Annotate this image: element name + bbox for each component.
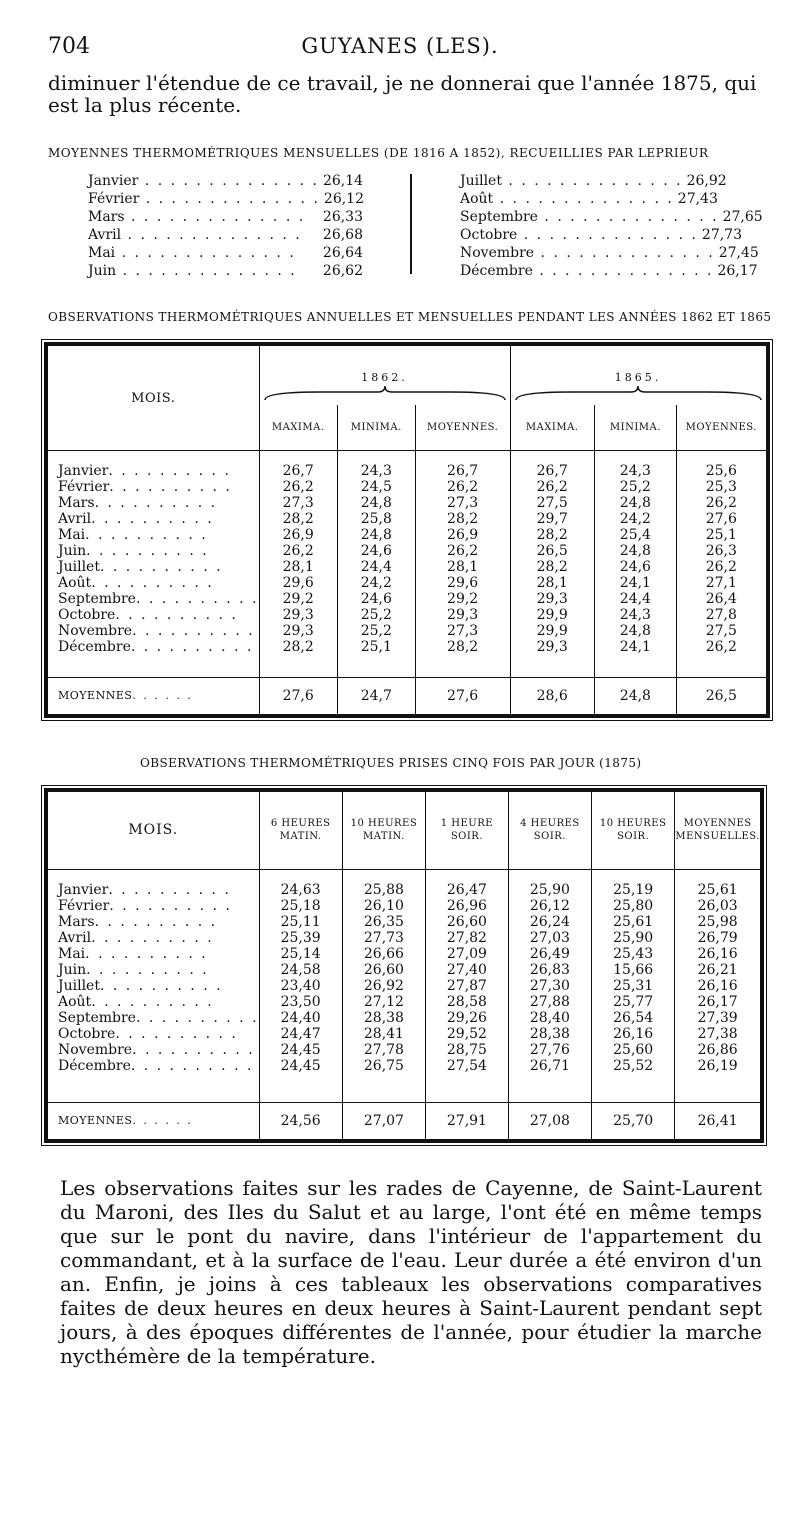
table3: [44, 788, 764, 1143]
table2-subheader: MINIMA.: [594, 405, 676, 451]
table3-cell: 25,61: [697, 881, 738, 898]
table1-row: [88, 172, 363, 190]
table3-cell: 26,16: [697, 977, 738, 994]
table1-value: 27,65: [722, 209, 763, 225]
table3-cell: 25,90: [529, 881, 570, 898]
table2-month: Août. . . . . . . . . .: [58, 575, 214, 592]
table2-cell: 24,3: [360, 463, 392, 480]
table3-cell: 25,61: [613, 913, 654, 930]
table2-month: Janvier. . . . . . . . . .: [58, 463, 231, 480]
table2-cell: 29,3: [536, 639, 568, 656]
table2-cell: 29,2: [282, 591, 314, 608]
table3-cell: 25,18: [280, 897, 321, 914]
table3-cell: 25,98: [697, 913, 738, 930]
table3-column-header: 4 HEURES SOIR.: [508, 790, 591, 869]
table1-right-column: [460, 172, 763, 280]
table1-value: 26,12: [323, 191, 364, 207]
table3-cell: 24,40: [280, 1009, 321, 1026]
table2-mois-header: MOIS.: [46, 344, 259, 451]
table3-cell: 24,45: [280, 1057, 321, 1074]
table2-cell: 26,3: [705, 543, 737, 560]
table1-title: MOYENNES THERMOMÉTRIQUES MENSUELLES (DE 1816 A 1852), RECUEILLIES PAR LEPRIEUR: [48, 146, 709, 160]
leader-dots: . . . . . . . . . . . . . .: [115, 245, 296, 261]
table3-cell: 25,90: [613, 929, 654, 946]
table2-month-rows: [46, 451, 768, 678]
table3-cell: 25,52: [613, 1057, 654, 1074]
table2-subheader: MOYENNES.: [415, 405, 510, 451]
leader-dots: . . . . . . . . . . . . . .: [116, 263, 297, 279]
table2-month: Mars. . . . . . . . . .: [58, 495, 218, 512]
table2-cell: 26,2: [282, 479, 314, 496]
table2-month: Novembre. . . . . . . . . .: [58, 623, 255, 640]
intro-paragraph: diminuer l'étendue de ce travail, je ne donnerai que l'année 1875, qui est la plus récente.: [48, 71, 757, 117]
table3-cell: 26,19: [697, 1057, 738, 1074]
table2-cell: 29,9: [536, 623, 568, 640]
table2-cell: 24,6: [360, 591, 392, 608]
table2-cell: 26,5: [536, 543, 568, 560]
table2: [44, 342, 770, 718]
table3-cell: 26,60: [363, 961, 404, 978]
leader-dots: . . . . . . . . . . . . . .: [537, 209, 719, 225]
table3-cell: 26,92: [363, 977, 404, 994]
table2-cell: 26,2: [282, 543, 314, 560]
table2-cell: 25,2: [360, 623, 392, 640]
table2-cell: 25,3: [705, 479, 737, 496]
table1-value: 26,68: [322, 227, 363, 243]
table1-value: 27,73: [701, 227, 743, 243]
table3-cell: 25,43: [613, 945, 654, 962]
table3-cell: 26,96: [446, 897, 487, 914]
table3-cell: 27,76: [529, 1041, 570, 1058]
table2-cell: 27,1: [705, 575, 737, 592]
table1-row: [88, 208, 363, 226]
table3-column-header: 1 HEURE SOIR.: [426, 790, 509, 869]
table1-month: Décembre: [460, 263, 533, 279]
table1-value: 27,45: [718, 245, 759, 261]
table2-cell: 29,9: [536, 607, 568, 624]
table1-month: Mars: [88, 209, 125, 225]
table2-cell: 29,3: [282, 623, 314, 640]
table1-value: 27,43: [677, 191, 718, 207]
table2-cell: 26,4: [705, 591, 737, 608]
table3-cell: 29,26: [446, 1009, 487, 1026]
table2-column: [594, 451, 676, 678]
table3-cell: 26,35: [363, 913, 404, 930]
table3-cell: 23,40: [280, 977, 321, 994]
table3-cell: 25,77: [613, 993, 654, 1010]
table3-cell: 28,40: [529, 1009, 570, 1026]
leader-dots: . . . . . . . . . . . . . .: [517, 227, 698, 243]
table2-month: Avril. . . . . . . . . .: [58, 511, 214, 528]
table1-row: [460, 244, 759, 262]
table3-footer-value: 27,91: [426, 1103, 509, 1142]
table3-cell: 26,16: [697, 945, 738, 962]
table3-month: Octobre. . . . . . . . . .: [58, 1025, 238, 1042]
table2-month: Février. . . . . . . . . .: [58, 479, 232, 496]
table3-month: Novembre. . . . . . . . . .: [58, 1041, 255, 1058]
table2-month: Juin. . . . . . . . . .: [58, 543, 209, 560]
table3-footer-label: MOYENNES: [58, 1114, 133, 1127]
table3-cell: 28,38: [529, 1025, 570, 1042]
table2-cell: 26,7: [536, 463, 568, 480]
table2-cell: 29,3: [447, 607, 479, 624]
table2-cell: 27,5: [705, 623, 737, 640]
table2-cell: 27,3: [447, 495, 479, 512]
table3-cell: 28,58: [446, 993, 487, 1010]
table3-cell: 26,12: [529, 897, 570, 914]
table2-cell: 26,7: [282, 463, 314, 480]
table3-cell: 25,80: [613, 897, 654, 914]
table2-cell: 28,1: [447, 559, 479, 576]
table2-cell: 29,3: [282, 607, 314, 624]
table2-cell: 28,2: [536, 559, 568, 576]
table3-cell: 28,75: [446, 1041, 487, 1058]
table3-cell: 26,66: [363, 945, 404, 962]
table2-cell: 28,2: [447, 511, 479, 528]
table2-cell: 24,4: [360, 559, 392, 576]
table2-cell: 28,1: [282, 559, 314, 576]
table3-month: Juin. . . . . . . . . .: [58, 961, 209, 978]
leader-dots: . . . . . . . . . . . . . .: [124, 209, 306, 225]
table3-cell: 26,71: [529, 1057, 570, 1074]
table3-cell: 26,17: [697, 993, 738, 1010]
table2-cell: 24,6: [619, 559, 651, 576]
table3-month: Septembre. . . . . . . . . .: [58, 1009, 259, 1026]
table3-cell: 26,47: [446, 881, 487, 898]
table2-footer-value: 24,8: [594, 678, 676, 717]
table3-cell: 29,52: [446, 1025, 487, 1042]
table2-footer-value: 26,5: [677, 678, 768, 717]
table3-cell: 26,83: [529, 961, 570, 978]
table2-cell: 28,2: [282, 639, 314, 656]
table3-cell: 26,24: [529, 913, 570, 930]
table2-subheader: MAXIMA.: [259, 405, 337, 451]
table3-cell: 25,11: [280, 913, 321, 930]
leader-dots: . . . . . . . . . . . . . .: [139, 191, 320, 207]
table2-cell: 26,2: [705, 559, 737, 576]
table2-footer-value: 24,7: [337, 678, 415, 717]
table2-cell: 29,6: [282, 575, 314, 592]
table2-cell: 24,2: [360, 575, 392, 592]
running-head: GUYANES (LES).: [301, 34, 499, 58]
table1-month: Janvier: [88, 173, 139, 189]
table3-cell: 25,39: [280, 929, 321, 946]
table2-subheader: MAXIMA.: [510, 405, 594, 451]
table3-column: [426, 869, 509, 1102]
table2-month: Mai. . . . . . . . . .: [58, 527, 208, 544]
table2-brace-1862: [260, 384, 510, 402]
table3-cell: 26,86: [697, 1041, 738, 1058]
table3-cell: 15,66: [613, 961, 654, 978]
table3-cell: 26,54: [613, 1009, 654, 1026]
table3-cell: 27,73: [363, 929, 404, 946]
table3-cell: 24,63: [280, 881, 321, 898]
table2-cell: 24,8: [619, 495, 651, 512]
table2-cell: 27,5: [536, 495, 568, 512]
table1-row: [460, 208, 763, 226]
table2-column: [510, 451, 594, 678]
table2-cell: 24,1: [619, 639, 651, 656]
table2-cell: 27,3: [447, 623, 479, 640]
table2-title: OBSERVATIONS THERMOMÉTRIQUES ANNUELLES ET MENSUELLES PENDANT LES ANNÉES 1862 ET 1865: [48, 310, 772, 324]
table1-row: [460, 190, 718, 208]
table2-cell: 28,2: [447, 639, 479, 656]
leader-dots: . . . . . . . . . . . . . .: [121, 227, 302, 243]
table1-row: [460, 226, 743, 244]
table2-cell: 25,1: [705, 527, 737, 544]
table2-cell: 28,1: [536, 575, 568, 592]
table1-value: 26,17: [717, 263, 758, 279]
table3-column: [508, 869, 591, 1102]
table3-footer-value: 24,56: [259, 1103, 342, 1142]
table1-month: Avril: [88, 227, 122, 243]
table1-value: 26,33: [322, 209, 363, 225]
table2-column: [677, 451, 768, 678]
table3-cell: 26,03: [697, 897, 738, 914]
table1-month: Août: [460, 191, 494, 207]
table2-column: [259, 451, 337, 678]
table3-mois-header: MOIS.: [46, 790, 259, 869]
table3-cell: 26,16: [613, 1025, 654, 1042]
table3-cell: 25,88: [363, 881, 404, 898]
table3-column: [259, 869, 342, 1102]
table2-cell: 24,1: [619, 575, 651, 592]
table1-month: Novembre: [460, 245, 535, 261]
table2-cell: 29,3: [536, 591, 568, 608]
table3-month: Juillet. . . . . . . . . .: [58, 977, 223, 994]
table2-subheader: MOYENNES.: [677, 405, 768, 451]
table1-month: Juillet: [460, 173, 502, 189]
table2-year-1865: 1865.: [614, 370, 662, 384]
table1-month: Février: [88, 191, 140, 207]
table3-cell: 26,21: [697, 961, 738, 978]
table3-cell: 27,12: [363, 993, 404, 1010]
table1-row: [460, 262, 758, 280]
table2-cell: 29,2: [447, 591, 479, 608]
table2-cell: 26,2: [447, 479, 479, 496]
table3-cell: 24,45: [280, 1041, 321, 1058]
table3-month: Mars. . . . . . . . . .: [58, 913, 218, 930]
table2-cell: 29,7: [536, 511, 568, 528]
table3-cell: 27,78: [363, 1041, 404, 1058]
table2-cell: 24,3: [619, 607, 651, 624]
table3-cell: 27,09: [446, 945, 487, 962]
table1-month: Octobre: [460, 227, 518, 243]
table3-cell: 27,39: [697, 1009, 738, 1026]
table3-cell: 27,82: [446, 929, 487, 946]
table2-footer-value: 28,6: [510, 678, 594, 717]
table3-cell: 24,47: [280, 1025, 321, 1042]
table3-column-header: 10 HEURES SOIR.: [592, 790, 675, 869]
table1-value: 26,62: [322, 263, 363, 279]
table3-footer-value: 27,08: [508, 1103, 591, 1142]
table1-value: 26,64: [322, 245, 363, 261]
table3-cell: 27,87: [446, 977, 487, 994]
table3-column: [592, 869, 675, 1102]
table3-cell: 25,19: [613, 881, 654, 898]
table2-column: [337, 451, 415, 678]
table2-footer-value: 27,6: [415, 678, 510, 717]
table3-month-rows: [46, 869, 762, 1102]
table2-month: Juillet. . . . . . . . . .: [58, 559, 223, 576]
page-number: 704: [48, 34, 90, 59]
table3-cell: 26,79: [697, 929, 738, 946]
table1-left-column: [88, 172, 363, 280]
table1-month: Juin: [88, 263, 117, 279]
table3-footer-value: 27,07: [342, 1103, 425, 1142]
leader-dots: . . . . . . . . . . . . . .: [138, 173, 319, 189]
table3-column-header: MOYENNES MENSUELLES.: [675, 790, 762, 869]
table1-value: 26,92: [686, 173, 727, 189]
table1-divider: [410, 174, 412, 274]
table3-cell: 25,31: [613, 977, 654, 994]
table3-title: OBSERVATIONS THERMOMÉTRIQUES PRISES CINQ FOIS PAR JOUR (1875): [140, 756, 642, 770]
table3-footer-value: 26,41: [675, 1103, 762, 1142]
table2-year-1862: 1862.: [361, 370, 408, 384]
table3-cell: 24,58: [280, 961, 321, 978]
table3-cell: 25,14: [280, 945, 321, 962]
table2-cell: 25,6: [705, 463, 737, 480]
table2-cell: 24,8: [619, 623, 651, 640]
table2-cell: 26,2: [447, 543, 479, 560]
table1-row: [460, 172, 727, 190]
table3-footer-value: 25,70: [592, 1103, 675, 1142]
table2-cell: 24,4: [619, 591, 651, 608]
table2-cell: 25,8: [360, 511, 392, 528]
table2-footer-label: MOYENNES: [58, 689, 133, 702]
table2-cell: 27,8: [705, 607, 737, 624]
table3-cell: 26,60: [446, 913, 487, 930]
table2-cell: 25,2: [360, 607, 392, 624]
table2-month: Décembre. . . . . . . . . .: [58, 639, 254, 656]
table2-subheader: MINIMA.: [337, 405, 415, 451]
closing-paragraph: Les observations faites sur les rades de Cayenne, de Saint-Laurent du Maroni, des Iles du Salut et au large, l'ont été en même temps que sur le pont du navire, dans l'intérieur de l'appartement du commandant, et à la surface de l'eau. Leur durée a été environ d'un an. Enfin, je joins à ces tableaux les observations comparatives faites de deux heures en deux heures à Saint-Laurent pendant sept jours, à des époques différentes de l'année, pour étudier la marche nycthémère de la température.: [60, 1176, 762, 1368]
table2-cell: 25,2: [619, 479, 651, 496]
table3-column-header: 6 HEURES MATIN.: [259, 790, 342, 869]
table1-row: [88, 244, 363, 262]
table2-cell: 26,2: [705, 639, 737, 656]
table2-month: Octobre. . . . . . . . . .: [58, 607, 238, 624]
table2-brace-1865: [511, 384, 766, 402]
table2-cell: 24,5: [360, 479, 392, 496]
table2-cell: 26,2: [536, 479, 568, 496]
table2-cell: 27,3: [282, 495, 314, 512]
table3-cell: 27,54: [446, 1057, 487, 1074]
table3-column: [342, 869, 425, 1102]
table2-month: Septembre. . . . . . . . . .: [58, 591, 259, 608]
table2-cell: 25,1: [360, 639, 392, 656]
table2-cell: 24,8: [360, 527, 392, 544]
table2-cell: 26,9: [282, 527, 314, 544]
table1-row: [88, 262, 363, 280]
table3-month: Avril. . . . . . . . . .: [58, 929, 214, 946]
table3-cell: 27,40: [446, 961, 487, 978]
table2-cell: 26,7: [447, 463, 479, 480]
table2-cell: 28,2: [282, 511, 314, 528]
table3-cell: 27,30: [529, 977, 570, 994]
table3-column-header: 10 HEURES MATIN.: [342, 790, 425, 869]
table2-cell: 24,3: [619, 463, 651, 480]
table1-value: 26,14: [322, 173, 364, 189]
table3-cell: 26,10: [363, 897, 404, 914]
table1-month: Mai: [88, 245, 116, 261]
table3-month: Mai. . . . . . . . . .: [58, 945, 208, 962]
table3-cell: 26,49: [529, 945, 570, 962]
table2-cell: 28,2: [536, 527, 568, 544]
table3-cell: 27,03: [529, 929, 570, 946]
table3-cell: 28,38: [363, 1009, 404, 1026]
leader-dots: . . . . . . . . . . . . . .: [501, 173, 683, 189]
leader-dots: . . . . . . . . . . . . . .: [534, 245, 715, 261]
leader-dots: . . . . . . . . . . . . . .: [493, 191, 674, 207]
table2-cell: 27,6: [705, 511, 737, 528]
table2-cell: 25,4: [619, 527, 651, 544]
table2-column: [415, 451, 510, 678]
table2-cell: 26,2: [705, 495, 737, 512]
table2-cell: 26,9: [447, 527, 479, 544]
table2-footer-value: 27,6: [259, 678, 337, 717]
table2-cell: 24,6: [360, 543, 392, 560]
table1-month: Septembre: [460, 209, 538, 225]
table3-cell: 23,50: [280, 993, 321, 1010]
table3-month: Août. . . . . . . . . .: [58, 993, 214, 1010]
table3-column: [675, 869, 762, 1102]
table2-cell: 24,8: [360, 495, 392, 512]
table2-cell: 29,6: [447, 575, 479, 592]
table3-month: Février. . . . . . . . . .: [58, 897, 232, 914]
table1-row: [88, 190, 363, 208]
table2-cell: 24,8: [619, 543, 651, 560]
table3-cell: 27,88: [529, 993, 570, 1010]
table3-footer-row: MOYENNES. . . . . . 24,56 27,07 27,91 27,08 25,70 26,41: [46, 1103, 762, 1142]
table3-cell: 26,75: [363, 1057, 404, 1074]
table2-cell: 24,2: [619, 511, 651, 528]
table3-cell: 25,60: [613, 1041, 654, 1058]
table2-footer-row: MOYENNES. . . . . . 27,6 24,7 27,6 28,6 24,8 26,5: [46, 678, 768, 717]
table1-row: [88, 226, 363, 244]
table3-cell: 27,38: [697, 1025, 738, 1042]
leader-dots: . . . . . . . . . . . . . .: [532, 263, 714, 279]
table3-cell: 28,41: [363, 1025, 404, 1042]
table3-month: Décembre. . . . . . . . . .: [58, 1057, 254, 1074]
table3-month: Janvier. . . . . . . . . .: [58, 881, 231, 898]
